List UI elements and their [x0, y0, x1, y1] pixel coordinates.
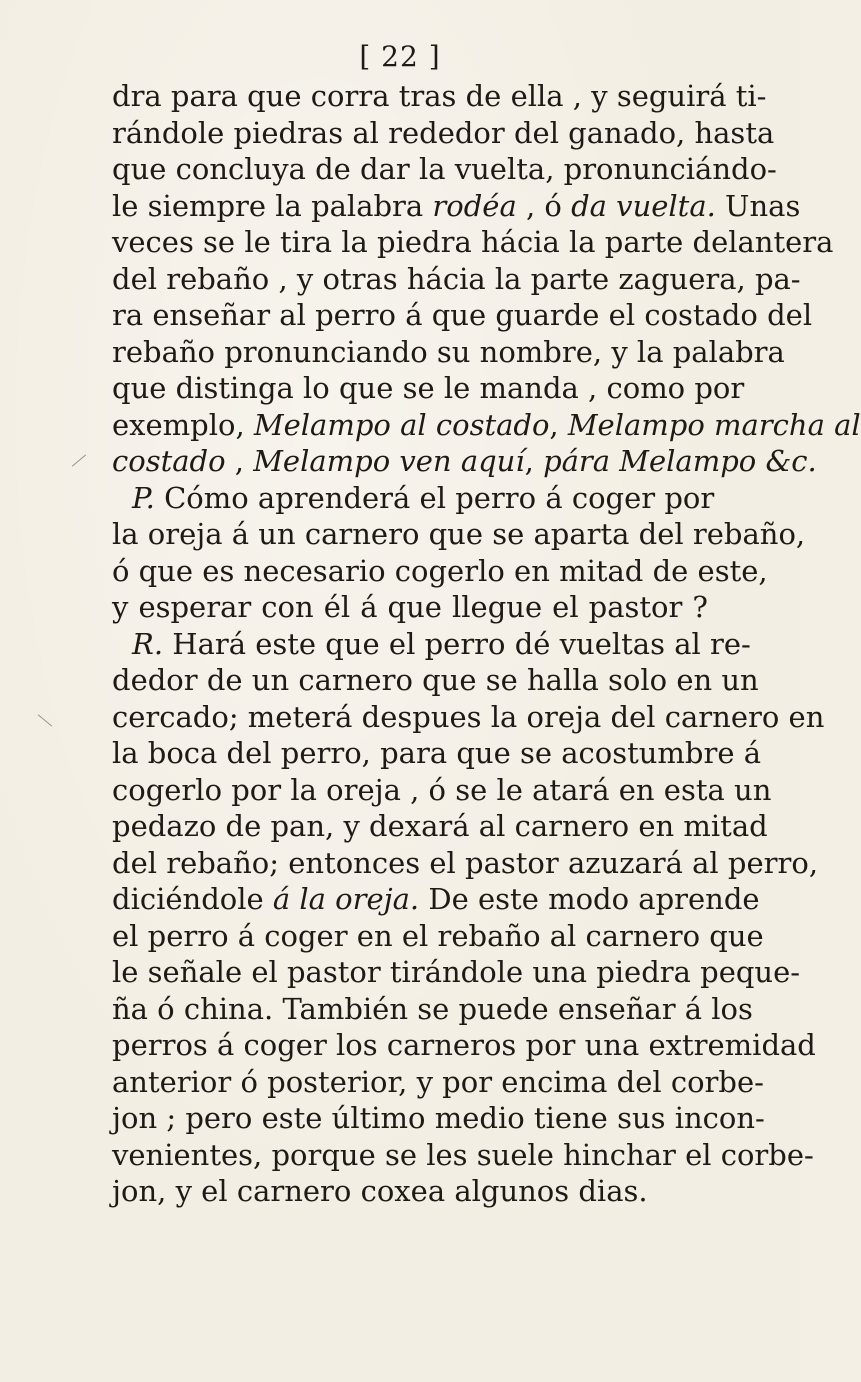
text-segment: el perro á coger en el rebaño al carnero que — [112, 918, 764, 953]
text-segment: del rebaño , y otras hácia la parte zaguera, pa- — [112, 261, 801, 296]
text-segment: Unas — [715, 188, 801, 223]
margin-mark — [72, 454, 86, 466]
text-segment: veces se le tira la piedra hácia la parte delantera — [112, 225, 834, 259]
text-segment: jon, y el carnero coxea algunos dias. — [112, 1174, 648, 1208]
body-text — [112, 78, 861, 1210]
text-segment: venientes, porque se les suele hinchar el corbe- — [112, 1137, 814, 1172]
text-segment: ña ó china. También se puede enseñar á los — [112, 991, 753, 1026]
text-line — [112, 991, 753, 1028]
text-line — [112, 954, 801, 991]
italic-text-segment: Melampo marcha al — [567, 407, 861, 442]
italic-text-segment: da vuelta. — [571, 188, 716, 223]
italic-text-segment: Melampo ven aquí — [253, 444, 525, 478]
text-segment: Cómo aprenderá el perro á coger por — [154, 480, 715, 515]
text-line — [112, 1027, 816, 1064]
text-segment: cercado; meterá despues la oreja del carnero en — [112, 699, 825, 734]
text-segment: cogerlo por la oreja , ó se le atará en esta un — [112, 772, 772, 807]
text-line — [112, 443, 817, 480]
text-segment: jon ; pero este último medio tiene sus incon- — [112, 1101, 765, 1135]
text-line — [112, 881, 760, 918]
text-line — [112, 845, 819, 882]
text-line — [112, 334, 785, 371]
text-line — [112, 699, 825, 736]
text-line — [112, 808, 768, 845]
text-segment: le siempre la palabra — [112, 188, 433, 223]
text-line — [112, 626, 751, 663]
text-segment: Hará este que el perro dé vueltas al re- — [163, 626, 751, 661]
italic-text-segment: P. — [132, 480, 155, 515]
text-segment: la oreja á un carnero que se aparta del rebaño, — [112, 517, 806, 551]
text-segment: del rebaño; entonces el pastor azuzará al perro, — [112, 845, 819, 880]
text-segment: anterior ó posterior, y por encima del corbe- — [112, 1064, 764, 1099]
text-line — [112, 589, 708, 626]
text-segment: De este modo aprende — [419, 882, 760, 916]
text-segment: exemplo, — [112, 407, 254, 442]
page-number: [ 22 ] — [359, 40, 441, 73]
text-segment: ra enseñar al perro á que guarde el costado del — [112, 298, 813, 332]
text-segment: rándole piedras al rededor del ganado, hasta — [112, 115, 775, 150]
text-segment: dedor de un carnero que se halla solo en un — [112, 663, 759, 697]
text-line — [112, 224, 834, 261]
text-segment: dra para que corra tras de ella , y seguirá ti- — [112, 79, 767, 113]
text-segment: y esperar con él á que llegue el pastor ? — [112, 590, 708, 624]
text-line — [112, 407, 861, 444]
text-segment: pedazo de pan, y dexará al carnero en mitad — [112, 809, 768, 843]
text-segment: le señale el pastor tirándole una piedra peque- — [112, 955, 801, 989]
italic-text-segment: pára Melampo &c. — [543, 444, 817, 478]
italic-text-segment: Melampo al costado — [253, 407, 550, 442]
text-line — [112, 772, 772, 809]
text-segment: , — [524, 444, 544, 478]
text-segment: rebaño pronunciando su nombre, y la palabra — [112, 334, 785, 369]
text-line — [112, 735, 762, 772]
text-line — [112, 297, 813, 334]
text-segment: , ó — [516, 188, 572, 223]
text-line — [112, 1137, 814, 1174]
italic-text-segment: rodéa — [432, 188, 517, 223]
text-line — [112, 370, 745, 407]
text-line — [112, 151, 777, 188]
text-line — [112, 1100, 765, 1137]
text-segment: que distinga lo que se le manda , como por — [112, 371, 745, 405]
text-line — [112, 78, 767, 115]
text-line — [112, 480, 715, 517]
text-line — [112, 553, 768, 590]
italic-text-segment: á la oreja. — [272, 882, 420, 916]
text-line — [112, 1064, 764, 1101]
text-segment: diciéndole — [112, 882, 273, 916]
text-line — [112, 918, 764, 955]
text-segment: la boca del perro, para que se acostumbre á — [112, 736, 762, 770]
text-line — [112, 115, 775, 152]
text-line — [112, 1173, 708, 1210]
text-line — [112, 188, 801, 225]
text-line — [112, 516, 806, 553]
italic-text-segment: costado — [112, 444, 226, 478]
text-segment: ó que es necesario cogerlo en mitad de este, — [112, 553, 768, 588]
text-segment: perros á coger los carneros por una extremidad — [112, 1028, 816, 1062]
italic-text-segment: R. — [132, 626, 164, 661]
text-line — [112, 261, 801, 298]
text-segment: , — [225, 444, 254, 478]
text-segment: , — [549, 407, 568, 442]
text-line — [112, 662, 759, 699]
text-segment: que concluya de dar la vuelta, pronunciándo- — [112, 152, 777, 186]
margin-mark — [38, 714, 52, 726]
